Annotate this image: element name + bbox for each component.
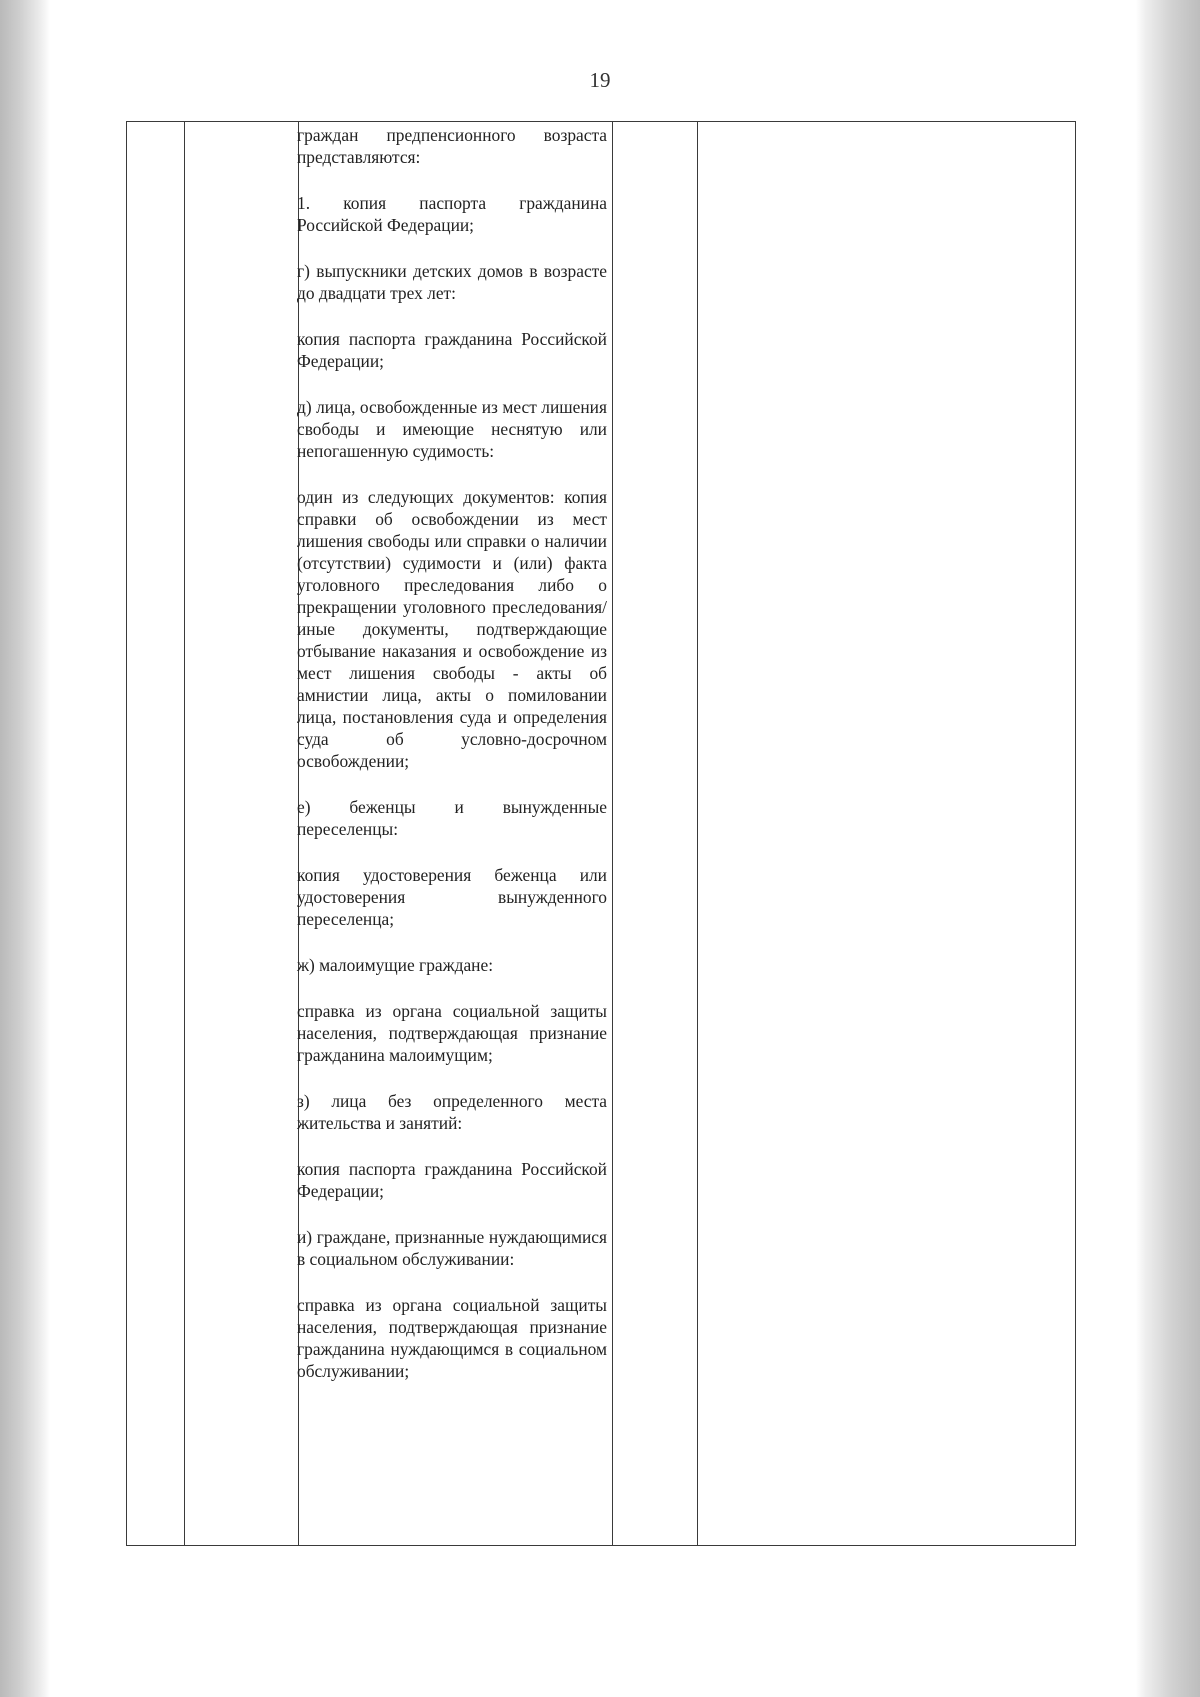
cell-paragraph: граждан предпенсионного возраста представляются: xyxy=(297,125,607,167)
scan-shadow-right xyxy=(1136,0,1200,1697)
cell-paragraph: г) выпускники детских домов в возрасте до двадцати трех лет: xyxy=(297,261,607,303)
cell-paragraph: один из следующих документов: копия справки об освобождении из мест лишения свободы или справки о наличии (отсутствии) судимости и (или) факта уголовного преследования либо о прекращении уголовного преследования/иные документы, подтверждающие отбывание наказания и освобождение из мест лишения свободы - акты об амнистии лица, акты о помиловании лица, постановления суда и определения суда об условно-досрочном освобождении; xyxy=(297,487,607,771)
cell-paragraph: копия паспорта гражданина Российской Федерации; xyxy=(297,1159,607,1201)
cell-paragraph: ж) малоимущие граждане: xyxy=(297,955,494,975)
table-column-divider xyxy=(612,122,613,1545)
cell-paragraph: копия паспорта гражданина Российской Федерации; xyxy=(297,329,607,371)
cell-paragraph: копия удостоверения беженца или удостоверения вынужденного переселенца; xyxy=(297,865,607,929)
documents-cell xyxy=(297,124,607,1406)
cell-paragraph: е) беженцы и вынужденные переселенцы: xyxy=(297,797,607,839)
table-column-divider xyxy=(184,122,185,1545)
table-column-divider xyxy=(697,122,698,1545)
cell-paragraph: справка из органа социальной защиты населения, подтверждающая признание гражданина нуждающимся в социальном обслуживании; xyxy=(297,1295,607,1381)
page-number: 19 xyxy=(589,68,611,92)
cell-paragraph: и) граждане, признанные нуждающимися в социальном обслуживании: xyxy=(297,1227,607,1269)
cell-paragraph: 1. копия паспорта гражданина Российской Федерации; xyxy=(297,193,607,235)
cell-paragraph: д) лица, освобожденные из мест лишения свободы и имеющие неснятую или непогашенную судимость: xyxy=(297,397,607,461)
scan-shadow-left xyxy=(0,0,50,1697)
cell-paragraph: справка из органа социальной защиты населения, подтверждающая признание гражданина малоимущим; xyxy=(297,1001,607,1065)
cell-paragraph: з) лица без определенного места жительства и занятий: xyxy=(297,1091,607,1133)
